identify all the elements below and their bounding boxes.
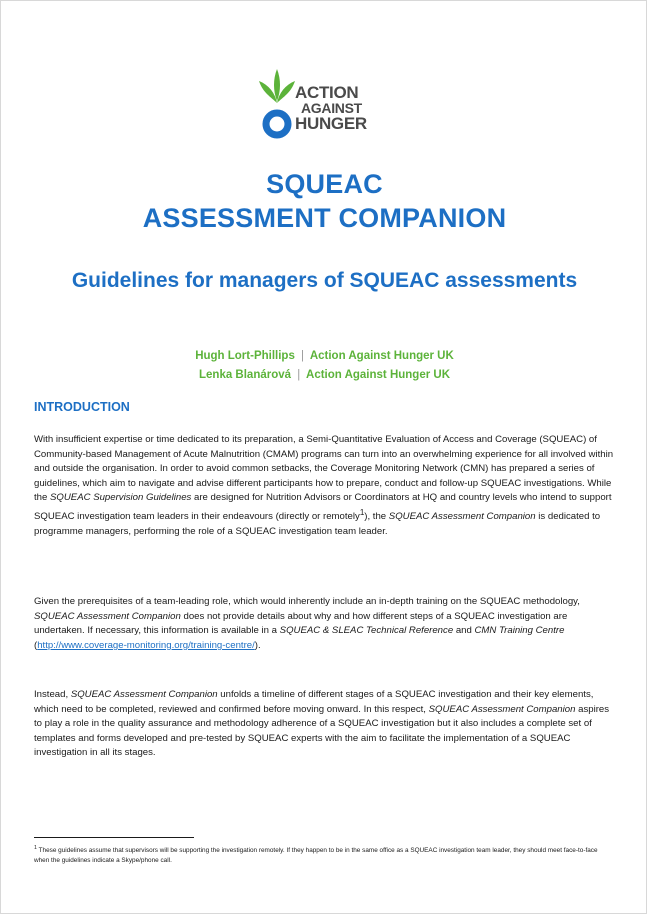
text-run: ), the bbox=[364, 511, 389, 523]
logo-line-2: AGAINST bbox=[301, 100, 362, 116]
text-run: With insufficient expertise or time dedicated to its preparation, a Semi-Quantitative Evaluation of Access and Coverage (SQUEAC) of Community-based Management of Acute Malnutrition (CMAM) programs can turn into an overwhelming experience for all involved within and outside the organisation. In order to avoid common setbacks, the Coverage Monitoring Network (CMN) has prepared a series of guidelines, which aim to navigate and advise different participants how to prepare, conduct and follow-up SQUEAC investigations. While the bbox=[34, 434, 614, 504]
introduction-paragraph-1 bbox=[34, 433, 614, 539]
leaves-icon bbox=[259, 69, 295, 103]
introduction-heading: INTRODUCTION bbox=[34, 400, 130, 414]
document-title-line-2: ASSESSMENT COMPANION bbox=[142, 203, 507, 233]
document-subtitle: Guidelines for managers of SQUEAC assessments bbox=[71, 269, 578, 292]
italic-title: SQUEAC Assessment Companion bbox=[34, 610, 181, 622]
italic-title: SQUEAC Assessment Companion bbox=[388, 511, 536, 523]
introduction-paragraph-2 bbox=[34, 595, 614, 653]
text-run: and bbox=[453, 625, 475, 637]
italic-title: CMN Training Centre bbox=[474, 625, 565, 637]
text-run: Instead, bbox=[34, 689, 71, 700]
text-run: ). bbox=[254, 639, 261, 651]
author-org: Action Against Hunger UK bbox=[309, 350, 454, 362]
document-title-line-1: SQUEAC bbox=[266, 169, 383, 199]
text-run: unfolds a timeline of different stages of a SQUEAC investigation and their key elements, which need to be completed, reviewed and confirmed before moving onward. In this respect, bbox=[34, 689, 594, 715]
italic-title: SQUEAC Assessment Companion bbox=[428, 703, 576, 715]
text-run: Given the prerequisites of a team-leading role, which would inherently include an in-depth training on the SQUEAC methodology, bbox=[34, 596, 580, 607]
logo-line-1: ACTION bbox=[295, 83, 359, 102]
italic-title: SQUEAC Assessment Companion bbox=[70, 689, 218, 700]
footnote-divider bbox=[34, 837, 194, 838]
footnote-reference[interactable]: 1 bbox=[359, 507, 365, 517]
author-separator: | bbox=[297, 369, 301, 381]
introduction-paragraph-3 bbox=[34, 688, 614, 761]
ring-icon bbox=[266, 113, 288, 135]
italic-title: SQUEAC Supervision Guidelines bbox=[50, 492, 192, 504]
text-run: does not provide details about why and how different steps of a SQUEAC investigation are undertaken. If necessary, this information is available in a bbox=[34, 610, 568, 637]
text-run: is dedicated to programme managers, performing the role of a SQUEAC investigation team leader. bbox=[34, 511, 601, 537]
author-list bbox=[1, 347, 647, 385]
footnote-mark: 1 bbox=[34, 845, 37, 851]
author-entry bbox=[1, 366, 647, 385]
author-name: Hugh Lort-Phillips bbox=[195, 350, 295, 362]
leaf-ring-icon bbox=[255, 67, 299, 145]
text-run: are designed for Nutrition Advisors or Coordinators at HQ and country levels who intend to support SQUEAC investigation team leaders in their endeavours (directly or remotely bbox=[34, 492, 612, 523]
author-separator: | bbox=[301, 350, 305, 362]
italic-title: SQUEAC & SLEAC Technical Reference bbox=[279, 625, 454, 637]
logo-line-3: HUNGER bbox=[295, 114, 367, 133]
text-run: ( bbox=[34, 639, 38, 651]
training-centre-link[interactable]: http://www.coverage-monitoring.org/training-centre/ bbox=[37, 639, 255, 651]
author-org: Action Against Hunger UK bbox=[306, 369, 450, 381]
author-entry bbox=[1, 347, 647, 366]
author-name: Lenka Blanárová bbox=[199, 369, 292, 381]
text-run: aspires to play a role in the quality assurance and methodology adherence of a SQUEAC investigation but it also includes a complete set of templates and forms developed and pre-tested by SQUEAC experts with the aim to facilitate the implementation of a SQUEAC investigation in all its stages. bbox=[34, 703, 610, 759]
footnote-text: These guidelines assume that supervisors will be supporting the investigation remotely. If they happen to be in the same office as a SQUEAC investigation team leader, they should meet face-to-face when the guidelines indicate a Skype/phone call. bbox=[34, 847, 598, 865]
logo-wordmark bbox=[295, 84, 407, 132]
footnote bbox=[34, 843, 614, 866]
action-against-hunger-logo bbox=[255, 67, 405, 147]
